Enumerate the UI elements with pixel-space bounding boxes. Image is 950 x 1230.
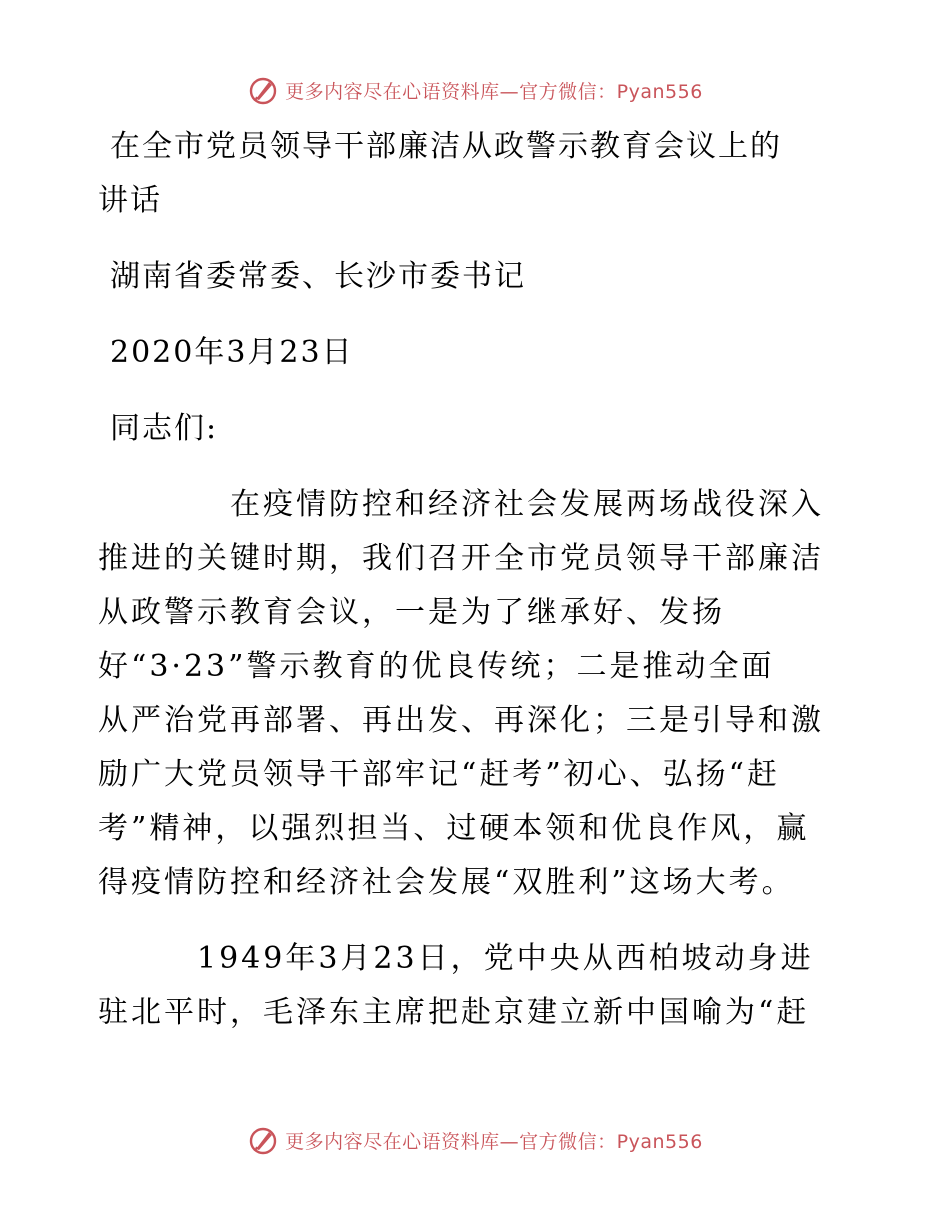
quill-logo-icon	[247, 74, 279, 106]
paragraph-1	[98, 478, 858, 910]
title-line: 在全市党员领导干部廉洁从政警示教育会议上的	[110, 129, 782, 164]
paragraph-line: 驻北平时，毛泽东主席把赴京建立新中国喻为“赶	[98, 995, 810, 1030]
paragraph-line: 从政警示教育会议，一是为了继承好、发扬	[98, 595, 725, 630]
paragraph-line: 考”精神，以强烈担当、过硬本领和优良作风，赢	[98, 811, 810, 846]
paragraph-line: 1949年3月23日，党中央从西柏坡动身进	[98, 941, 814, 976]
title-line: 讲话	[98, 183, 162, 218]
paragraph-line: 推进的关键时期，我们召开全市党员领导干部廉洁	[98, 541, 824, 576]
date-line: 2020年3月23日	[110, 335, 354, 370]
document-body	[98, 120, 858, 1040]
paragraph-2	[98, 932, 858, 1040]
header-watermark	[0, 70, 950, 110]
paragraph-line: 好“3·23”警示教育的优良传统；二是推动全面	[98, 649, 775, 684]
watermark-text: 更多内容尽在心语资料库—官方微信：Pyan556	[285, 80, 703, 103]
paragraph-line: 从严治党再部署、再出发、再深化；三是引导和激	[98, 703, 824, 738]
paragraph-line: 得疫情防控和经济社会发展“双胜利”这场大考。	[98, 865, 795, 900]
quill-logo-icon	[247, 1124, 279, 1156]
paragraph-line: 在疫情防控和经济社会发展两场战役深入	[98, 487, 824, 522]
author-line: 湖南省委常委、长沙市委书记	[110, 259, 526, 294]
greeting-line: 同志们:	[110, 411, 219, 446]
document-title	[110, 120, 858, 174]
document-date	[110, 326, 858, 380]
paragraph-line: 励广大党员领导干部牢记“赶考”初心、弘扬“赶	[98, 757, 781, 792]
greeting	[110, 402, 858, 456]
document-title-continued	[98, 174, 858, 228]
watermark-text: 更多内容尽在心语资料库—官方微信：Pyan556	[285, 1130, 703, 1153]
document-author	[110, 250, 858, 304]
footer-watermark	[0, 1120, 950, 1160]
